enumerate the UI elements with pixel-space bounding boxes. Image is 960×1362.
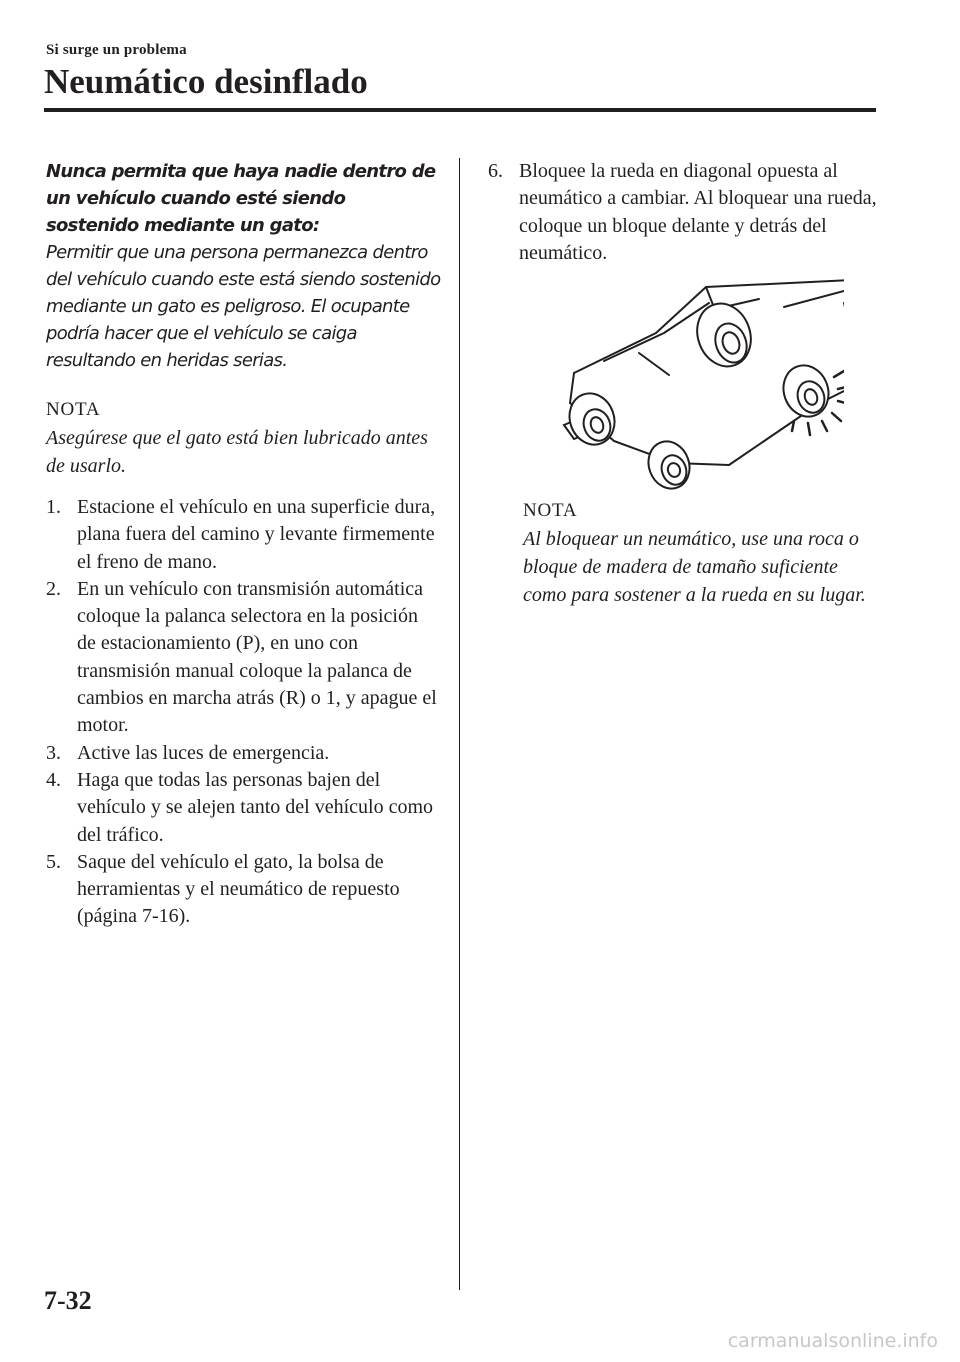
car-wheel-block-illustration: [544, 273, 844, 491]
warning-body: Permitir que una persona permanezca dentro del vehículo cuando este está siendo sostenido mediante un gato es peligroso. El ocupante podría hacer que el vehículo se caiga resultando en heridas serias.: [46, 242, 441, 371]
watermark: carmanualsonline.info: [727, 1330, 938, 1352]
note-body: Al bloquear un neumático, use una roca o bloque de madera de tamaño suficiente como para sostener a la rueda en su lugar.: [523, 528, 866, 607]
note-block: [523, 497, 880, 609]
title-rule: [44, 108, 876, 112]
list-item: [488, 158, 880, 267]
step-text: Saque del vehículo el gato, la bolsa de herramientas y el neumático de repuesto (página 7-16).: [77, 850, 400, 928]
car-illustration-icon: [544, 273, 844, 491]
column-divider: [459, 158, 460, 1290]
step-number: 2.: [46, 577, 61, 600]
list-item: [46, 740, 441, 767]
section-label: Si surge un problema: [46, 42, 187, 58]
right-column: [488, 158, 880, 623]
step-text: Active las luces de emergencia.: [77, 741, 330, 764]
step-text: Estacione el vehículo en una superficie dura, plana fuera del camino y levante firmemente el freno de mano.: [77, 496, 436, 573]
step-number: 5.: [46, 850, 61, 873]
steps-list: [488, 158, 880, 267]
step-number: 6.: [488, 160, 503, 182]
step-number: 3.: [46, 741, 61, 764]
note-label: NOTA: [523, 500, 578, 522]
list-item: [46, 494, 441, 576]
list-item: [46, 767, 441, 849]
page-title: Neumático desinflado: [44, 62, 368, 101]
left-column: [46, 158, 441, 931]
step-text: En un vehículo con transmisión automática coloque la palanca selectora en la posición de estacionamiento (P), en uno con transmisión manual coloque la palanca de cambios en marcha atrás (R) o 1, y apague el motor.: [77, 577, 437, 737]
list-item: [46, 576, 441, 740]
steps-list: [46, 494, 441, 931]
note-label: NOTA: [46, 399, 101, 420]
step-number: 1.: [46, 496, 61, 518]
step-text: Haga que todas las personas bajen del vehículo y se alejen tanto del vehículo como del tráfico.: [77, 768, 433, 846]
step-text: Bloquee la rueda en diagonal opuesta al neumático a cambiar. Al bloquear una rueda, coloque un bloque delante y detrás del neumático.: [519, 160, 877, 264]
step-number: 4.: [46, 768, 61, 791]
page-number: 7-32: [44, 1286, 92, 1315]
warning-title: Nunca permita que haya nadie dentro de un vehículo cuando esté siendo sostenido mediante un gato:: [46, 161, 436, 236]
note-body: Asegúrese que el gato está bien lubricado antes de usarlo.: [46, 427, 428, 477]
list-item: [46, 849, 441, 931]
